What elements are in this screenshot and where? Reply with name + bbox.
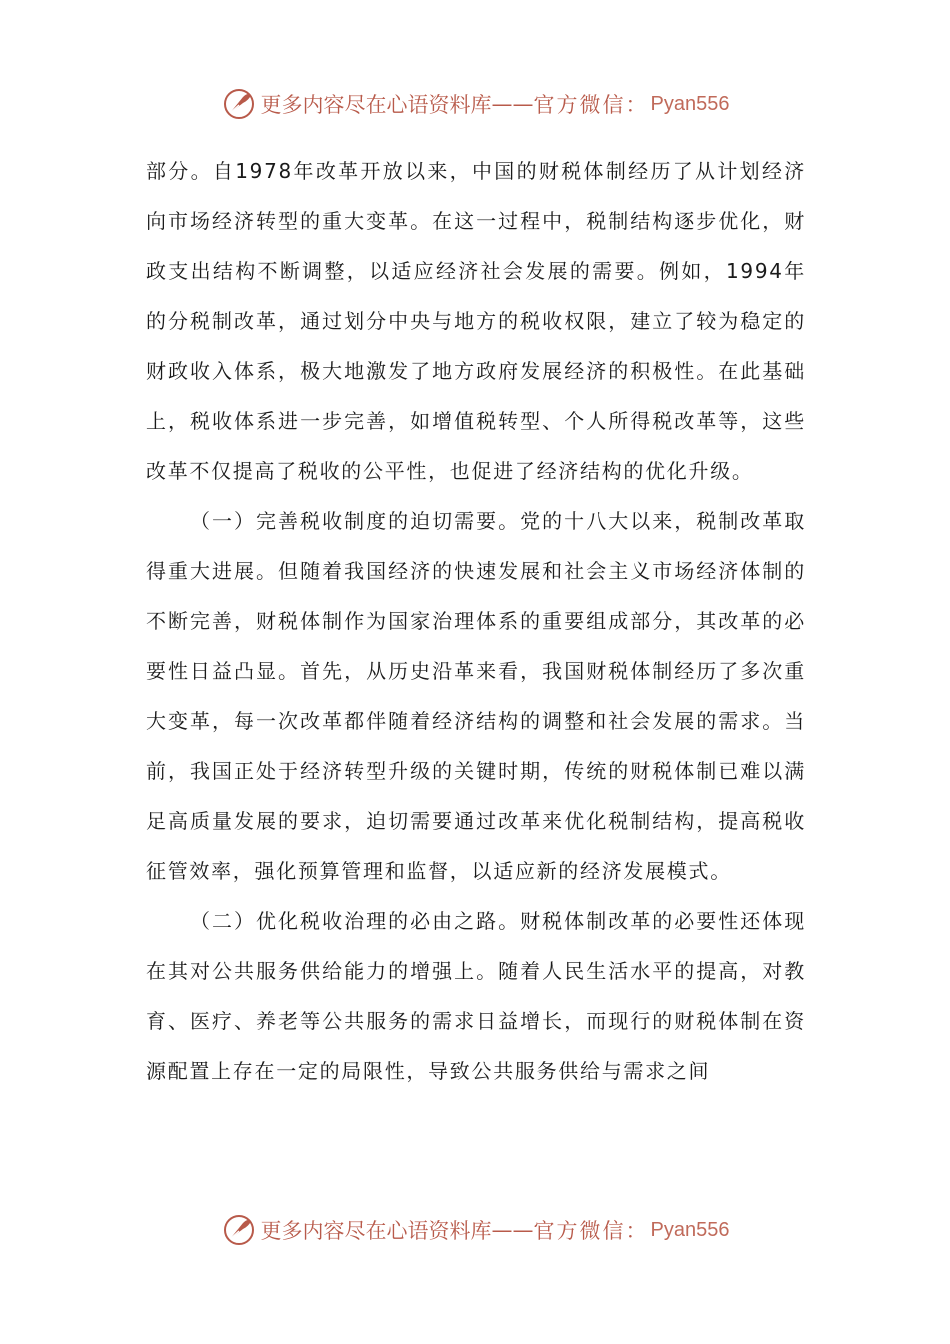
body-paragraph: （二）优化税收治理的必由之路。财税体制改革的必要性还体现在其对公共服务供给能力的增强上。随着人民生活水平的提高，对教育、医疗、养老等公共服务的需求日益增长，而现行的财税体制在资源配置上存在一定的局限性，导致公共服务供给与需求之间 [146, 909, 806, 1083]
watermark-dash: —— [491, 1218, 534, 1242]
watermark-wechat-id: Pyan556 [650, 1218, 730, 1241]
watermark-main-text: 更多内容尽在心语资料库 [260, 1219, 492, 1243]
watermark-wechat-id: Pyan556 [650, 92, 730, 115]
watermark-banner-top [0, 84, 950, 124]
watermark-banner-bottom [0, 1210, 950, 1250]
body-paragraph: （一）完善税收制度的迫切需要。党的十八大以来，税制改革取得重大进展。但随着我国经济的快速发展和社会主义市场经济体制的不断完善，财税体制作为国家治理体系的重要组成部分，其改革的必要性日益凸显。首先，从历史沿革来看，我国财税体制经历了多次重大变革，每一次改革都伴随着经济结构的调整和社会发展的需求。当前，我国正处于经济转型升级的关键时期，传统的财税体制已难以满足高质量发展的要求，迫切需要通过改革来优化税制结构，提高税收征管效率，强化预算管理和监督，以适应新的经济发展模式。 [146, 509, 806, 883]
watermark-sub-text: 官方微信： [533, 1219, 649, 1243]
quill-pen-logo-icon [221, 86, 257, 122]
quill-pen-logo-icon [221, 1212, 257, 1248]
watermark-dash: —— [491, 92, 534, 116]
document-body [146, 146, 806, 1096]
body-paragraph: 部分。自1978年改革开放以来，中国的财税体制经历了从计划经济向市场经济转型的重大变革。在这一过程中，税制结构逐步优化，财政支出结构不断调整，以适应经济社会发展的需要。例如，1994年的分税制改革，通过划分中央与地方的税收权限，建立了较为稳定的财政收入体系，极大地激发了地方政府发展经济的积极性。在此基础上，税收体系进一步完善，如增值税转型、个人所得税改革等，这些改革不仅提高了税收的公平性，也促进了经济结构的优化升级。 [146, 159, 806, 483]
watermark-sub-text: 官方微信： [533, 93, 649, 117]
watermark-main-text: 更多内容尽在心语资料库 [260, 93, 492, 117]
